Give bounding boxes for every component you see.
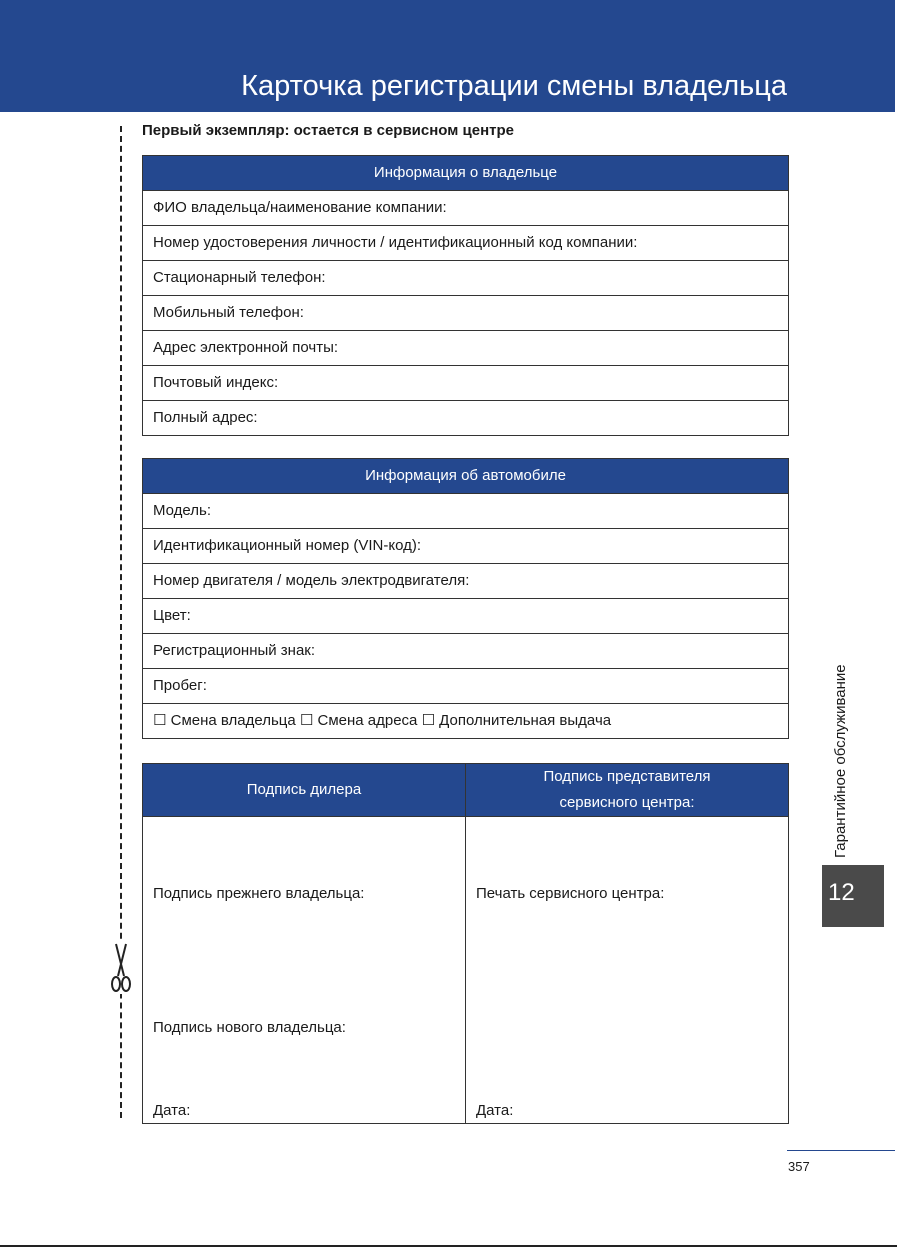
owner-name-field[interactable]: ФИО владельца/наименование компании: — [143, 191, 789, 226]
bottom-rule — [0, 1245, 897, 1247]
scissors-icon — [110, 942, 132, 994]
model-field[interactable]: Модель: — [143, 494, 789, 529]
previous-owner-signature-label: Подпись прежнего владельца: — [153, 885, 365, 902]
page-number: 357 — [788, 1159, 810, 1174]
dealer-heading-label: Подпись дилера — [246, 781, 362, 798]
dealer-date-label: Дата: — [153, 1102, 191, 1119]
service-heading-line1: Подпись представителя — [543, 768, 711, 785]
owner-id-field[interactable]: Номер удостоверения личности / идентификационный код компании: — [143, 226, 789, 261]
engine-number-field[interactable]: Номер двигателя / модель электродвигателя: — [143, 564, 789, 599]
footer-rule — [787, 1150, 895, 1151]
full-address-field[interactable]: Полный адрес: — [143, 401, 789, 436]
vehicle-info-table — [142, 458, 789, 739]
dealer-signature-cell[interactable] — [143, 817, 466, 1124]
service-stamp-label: Печать сервисного центра: — [476, 885, 665, 902]
registration-plate-field[interactable]: Регистрационный знак: — [143, 634, 789, 669]
service-signature-heading — [466, 764, 789, 817]
service-signature-cell[interactable] — [466, 817, 789, 1124]
email-field[interactable]: Адрес электронной почты: — [143, 331, 789, 366]
service-heading-line2: сервисного центра: — [559, 794, 695, 811]
page-title: Карточка регистрации смены владельца — [241, 70, 787, 102]
mobile-phone-field[interactable]: Мобильный телефон: — [143, 296, 789, 331]
copy-subtitle: Первый экземпляр: остается в сервисном центре — [142, 122, 514, 139]
chapter-number: 12 — [828, 879, 855, 906]
color-field[interactable]: Цвет: — [143, 599, 789, 634]
owner-section-heading: Информация о владельце — [143, 156, 789, 191]
change-type-checkboxes[interactable]: ☐ Смена владельца ☐ Смена адреса ☐ Дополнительная выдача — [143, 704, 789, 739]
service-date-label: Дата: — [476, 1102, 514, 1119]
mileage-field[interactable]: Пробег: — [143, 669, 789, 704]
owner-info-table — [142, 155, 789, 436]
new-owner-signature-label: Подпись нового владельца: — [153, 1019, 346, 1036]
landline-phone-field[interactable]: Стационарный телефон: — [143, 261, 789, 296]
vehicle-section-heading: Информация об автомобиле — [143, 459, 789, 494]
dealer-signature-heading — [143, 764, 466, 817]
side-tab-label: Гарантийное обслуживание — [832, 664, 849, 858]
signature-table — [142, 763, 789, 1124]
postal-code-field[interactable]: Почтовый индекс: — [143, 366, 789, 401]
chapter-number-box — [822, 865, 884, 927]
vin-field[interactable]: Идентификационный номер (VIN-код): — [143, 529, 789, 564]
